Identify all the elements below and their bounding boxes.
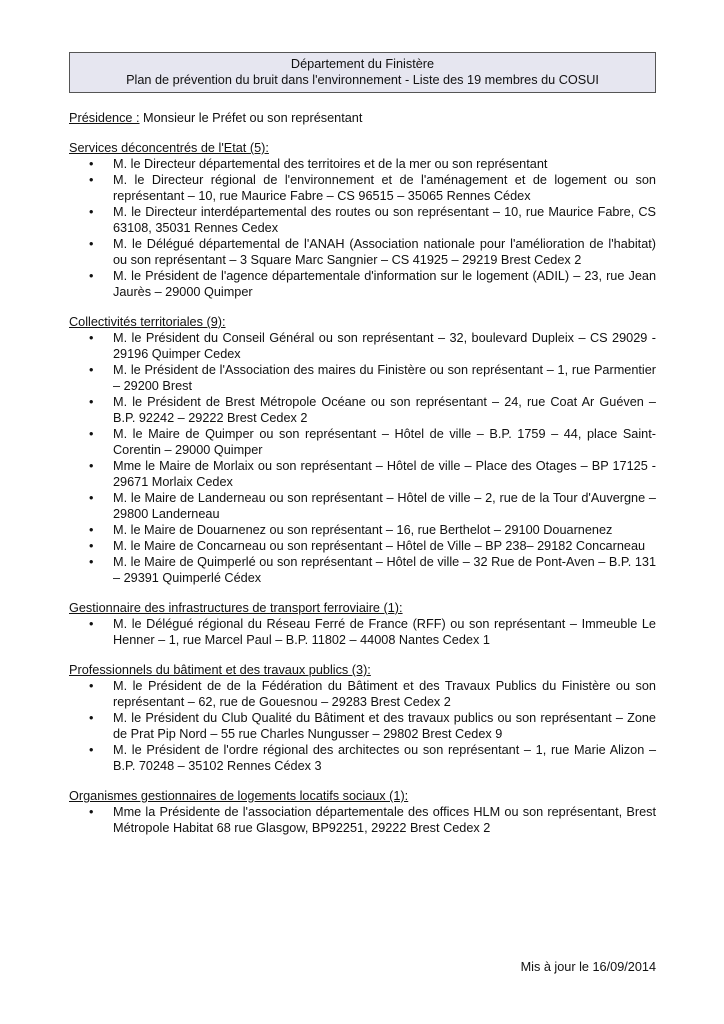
presidence-text: Monsieur le Préfet ou son représentant (139, 111, 363, 125)
section-title: Professionnels du bâtiment et des travaux publics (3): (69, 663, 371, 677)
member-list (69, 678, 656, 774)
member-section (69, 788, 656, 836)
member-list-item: • M. le Maire de Landerneau ou son représentant – Hôtel de ville – 2, rue de la Tour d'Auvergne – 29800 Landerneau (69, 490, 656, 522)
member-list-item: • M. le Délégué départemental de l'ANAH (Association nationale pour l'amélioration de l'habitat) ou son représentant – 3 Square Marc Sangnier – CS 41925 – 29219 Brest Cedex 2 (69, 236, 656, 268)
member-list (69, 804, 656, 836)
member-list-item: • M. le Maire de Quimper ou son représentant – Hôtel de ville – B.P. 1759 – 44, place Saint-Corentin – 29000 Quimper (69, 426, 656, 458)
section-title: Gestionnaire des infrastructures de transport ferroviaire (1): (69, 601, 403, 615)
member-section (69, 314, 656, 586)
member-list-item: • M. le Président de l'Association des maires du Finistère ou son représentant – 1, rue Parmentier – 29200 Brest (69, 362, 656, 394)
member-list-item: • M. le Délégué régional du Réseau Ferré de France (RFF) ou son représentant – Immeuble Le Henner – 1, rue Marcel Paul – B.P. 11802 – 44008 Nantes Cedex 1 (69, 616, 656, 648)
member-list-item: • M. le Directeur interdépartemental des routes ou son représentant – 10, rue Maurice Fabre, CS 63108, 35031 Rennes Cedex (69, 204, 656, 236)
member-list-item: • M. le Président du Club Qualité du Bâtiment et des travaux publics ou son représentant – Zone de Prat Pip Nord – 55 rue Charles Nungusser – 29802 Brest Cedex 9 (69, 710, 656, 742)
section-title: Services déconcentrés de l'Etat (5): (69, 141, 269, 155)
presidence-label: Présidence : (69, 111, 140, 125)
header-line-plan-title: Plan de prévention du bruit dans l'environnement - Liste des 19 membres du COSUI (126, 73, 599, 87)
update-date: Mis à jour le 16/09/2014 (520, 960, 656, 974)
member-section (69, 140, 656, 300)
member-list-item: • M. le Président du Conseil Général ou son représentant – 32, boulevard Dupleix – CS 29029 - 29196 Quimper Cedex (69, 330, 656, 362)
member-list-item: • M. le Président de l'agence départementale d'information sur le logement (ADIL) – 23, rue Jean Jaurès – 29000 Quimper (69, 268, 656, 300)
member-list-item: • M. le Maire de Concarneau ou son représentant – Hôtel de Ville – BP 238– 29182 Concarneau (69, 538, 656, 554)
presidence-line (69, 110, 656, 126)
member-list (69, 616, 656, 648)
section-title: Organismes gestionnaires de logements locatifs sociaux (1): (69, 789, 409, 803)
member-list-item: • M. le Maire de Douarnenez ou son représentant – 16, rue Berthelot – 29100 Douarnenez (69, 522, 656, 538)
document-header-box (69, 52, 656, 93)
member-list-item: • M. le Président de de la Fédération du Bâtiment et des Travaux Publics du Finistère ou son représentant – 62, rue de Gouesnou – 29283 Brest Cedex 2 (69, 678, 656, 710)
member-list (69, 156, 656, 300)
section-title: Collectivités territoriales (9): (69, 315, 226, 329)
member-list-item: • M. le Président de l'ordre régional des architectes ou son représentant – 1, rue Marie Alizon – B.P. 70248 – 35102 Rennes Cédex 3 (69, 742, 656, 774)
member-section (69, 600, 656, 648)
member-section (69, 662, 656, 774)
member-list (69, 330, 656, 586)
member-list-item: • M. le Président de Brest Métropole Océane ou son représentant – 24, rue Coat Ar Guéven – B.P. 92242 – 29222 Brest Cedex 2 (69, 394, 656, 426)
member-list-item: • M. le Directeur régional de l'environnement et de l'aménagement et de logement ou son représentant – 10, rue Maurice Fabre – CS 96515 – 35065 Rennes Cédex (69, 172, 656, 204)
document-page (69, 52, 656, 836)
sections-container (69, 140, 656, 836)
header-line-department: Département du Finistère (290, 57, 435, 71)
member-list-item: • Mme la Présidente de l'association départementale des offices HLM ou son représentant, Brest Métropole Habitat 68 rue Glasgow, BP92251, 29222 Brest Cedex 2 (69, 804, 656, 836)
member-list-item: • M. le Directeur départemental des territoires et de la mer ou son représentant (69, 156, 656, 172)
member-list-item: • M. le Maire de Quimperlé ou son représentant – Hôtel de ville – 32 Rue de Pont-Aven – B.P. 131 – 29391 Quimperlé Cédex (69, 554, 656, 586)
member-list-item: • Mme le Maire de Morlaix ou son représentant – Hôtel de ville – Place des Otages – BP 17125 - 29671 Morlaix Cedex (69, 458, 656, 490)
